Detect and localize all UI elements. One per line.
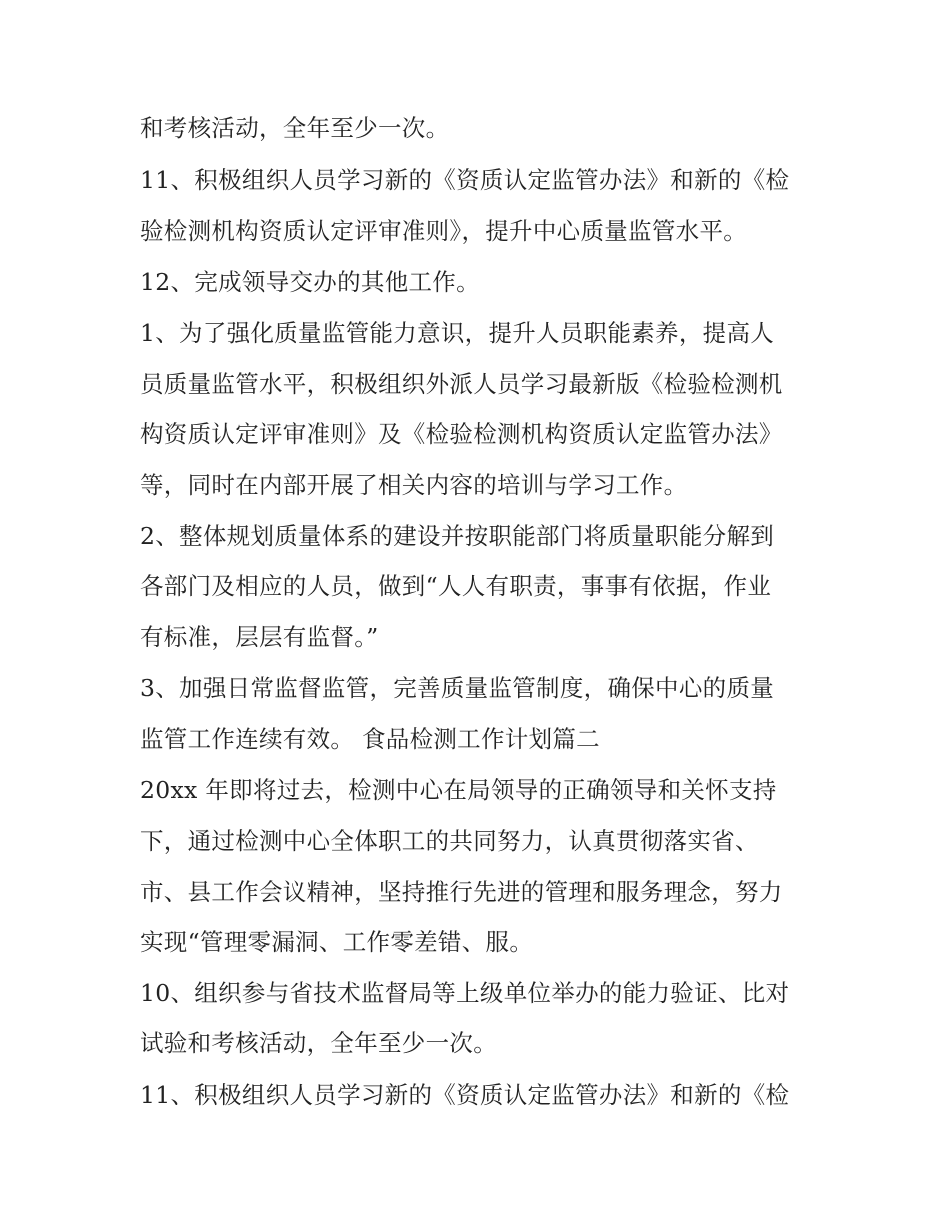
text-line: 验检测机构资质认定评审准则》，提升中心质量监管水平。 (140, 217, 748, 245)
text-line: 市、县工作会议精神，坚持推行先进的管理和服务理念，努力 (140, 878, 783, 906)
text-line: 试验和考核活动，全年至少一次。 (140, 1029, 497, 1057)
text-line: 监管工作连续有效。 食品检测工作计划篇二 (140, 725, 600, 753)
text-line: 10、组织参与省技术监督局等上级单位举办的能力验证、比对 (140, 979, 790, 1007)
text-line: 12、完成领导交办的其他工作。 (140, 268, 480, 296)
text-line: 11、积极组织人员学习新的《资质认定监管办法》和新的《检 (140, 1081, 790, 1109)
text-line: 实现“管理零漏洞、工作零差错、服。 (140, 928, 534, 956)
text-line: 1、为了强化质量监管能力意识，提升人员职能素养，提高人 (140, 319, 775, 347)
text-line: 等，同时在内部开展了相关内容的培训与学习工作。 (140, 471, 688, 499)
text-line: 下，通过检测中心全体职工的共同努力，认真贯彻落实省、 (140, 827, 759, 855)
text-line: 2、整体规划质量体系的建设并按职能部门将质量职能分解到 (140, 522, 775, 550)
text-line: 员质量监管水平，积极组织外派人员学习最新版《检验检测机 (140, 370, 783, 398)
text-line: 和考核活动，全年至少一次。 (140, 114, 450, 142)
text-line: 构资质认定评审准则》及《检验检测机构资质认定监管办法》 (140, 420, 783, 448)
text-line: 3、加强日常监督监管，完善质量监管制度，确保中心的质量 (140, 674, 775, 702)
text-line: 20xx 年即将过去，检测中心在局领导的正确领导和关怀支持 (140, 776, 777, 804)
text-line: 11、积极组织人员学习新的《资质认定监管办法》和新的《检 (140, 166, 790, 194)
text-line: 各部门及相应的人员，做到“人人有职责，事事有依据，作业 (140, 572, 772, 600)
text-line: 有标准，层层有监督。” (140, 623, 379, 651)
